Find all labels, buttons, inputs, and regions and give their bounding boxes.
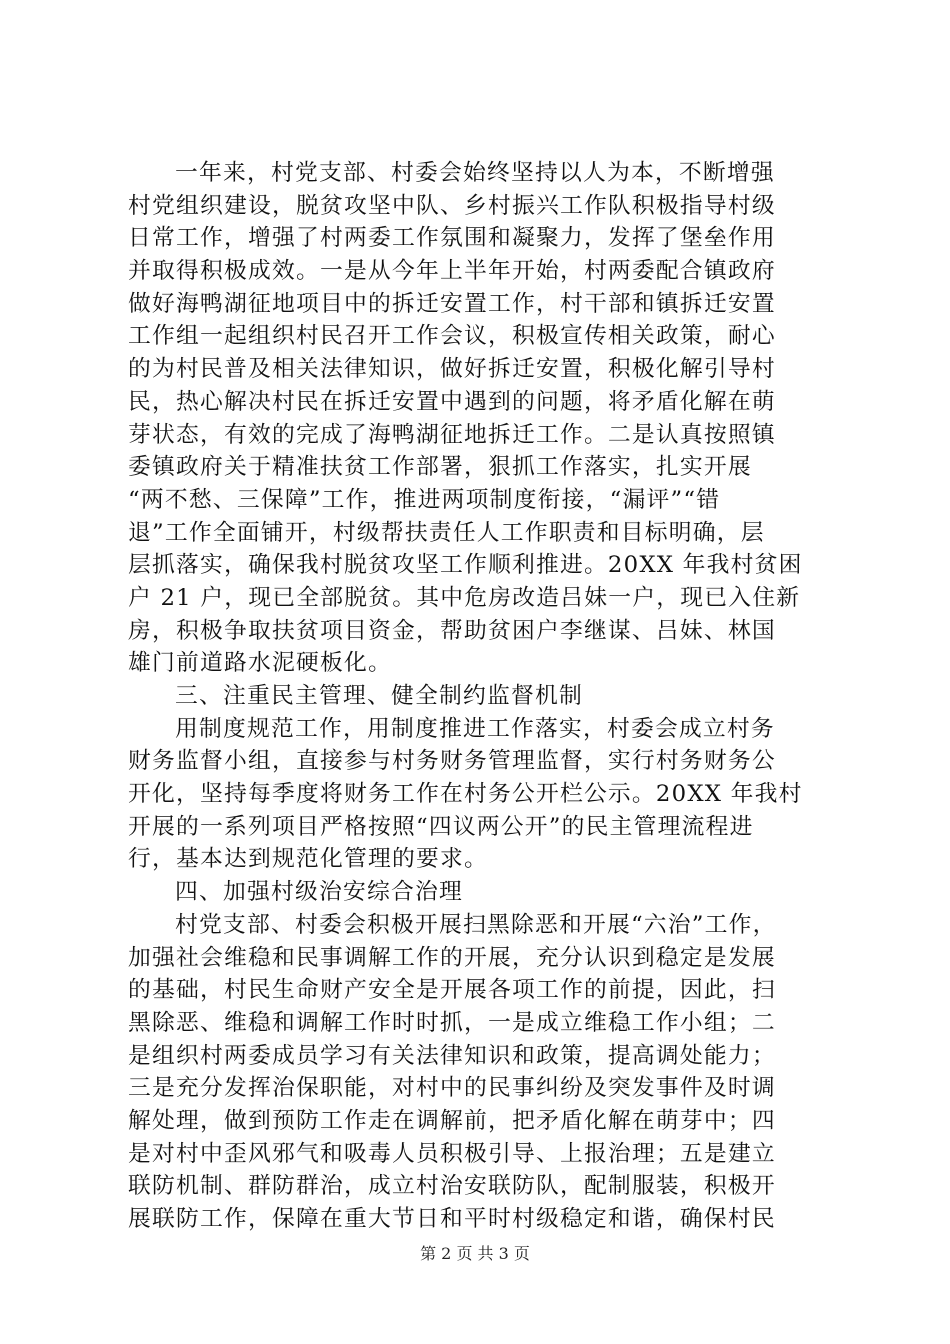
text-line: 日常工作，增强了村两委工作氛围和凝聚力，发挥了堡垒作用 — [128, 225, 776, 252]
text-line: 用制度规范工作，用制度推进工作落实，村委会成立村务 — [175, 715, 775, 742]
text-line: “两不愁、三保障”工作，推进两项制度衔接，“漏评”“错 — [128, 486, 721, 513]
text-line: 房，积极争取扶贫项目资金，帮助贫困户李继谋、吕妹、林国 — [128, 617, 776, 644]
document-body — [128, 157, 828, 1236]
text-line: 芽状态，有效的完成了海鸭湖征地拆迁工作。二是认真按照镇 — [128, 421, 776, 448]
text-line: 开展的一系列项目严格按照“四议两公开”的民主管理流程进 — [128, 813, 754, 840]
text-line: 民，热心解决村民在拆迁安置中遇到的问题，将矛盾化解在萌 — [128, 388, 776, 415]
text-line: 退”工作全面铺开，村级帮扶责任人工作职责和目标明确，层 — [128, 519, 765, 546]
text-line: 开化，坚持每季度将财务工作在村务公开栏公示。20XX 年我村 — [128, 781, 803, 808]
text-line: 雄门前道路水泥硬板化。 — [128, 650, 392, 677]
text-line: 并取得积极成效。一是从今年上半年开始，村两委配合镇政府 — [128, 258, 776, 285]
text-line: 行，基本达到规范化管理的要求。 — [128, 846, 488, 873]
text-line: 的为村民普及相关法律知识，做好拆迁安置，积极化解引导村 — [128, 356, 776, 383]
section-heading: 三、注重民主管理、健全制约监督机制 — [175, 683, 583, 709]
text-line: 财务监督小组，直接参与村务财务管理监督，实行村务财务公 — [128, 748, 776, 775]
text-line: 工作组一起组织村民召开工作会议，积极宣传相关政策，耐心 — [128, 323, 776, 350]
text-line: 村党组织建设，脱贫攻坚中队、乡村振兴工作队积极指导村级 — [128, 192, 776, 219]
text-line: 村党支部、村委会积极开展扫黑除恶和开展“六治”工作， — [175, 911, 777, 938]
text-line: 是对村中歪风邪气和吸毒人员积极引导、上报治理；五是建立 — [128, 1140, 776, 1167]
text-line: 层抓落实，确保我村脱贫攻坚工作顺利推进。20XX 年我村贫困 — [128, 552, 803, 579]
text-line: 做好海鸭湖征地项目中的拆迁安置工作，村干部和镇拆迁安置 — [128, 290, 776, 317]
text-line: 解处理，做到预防工作走在调解前，把矛盾化解在萌芽中；四 — [128, 1107, 776, 1134]
text-line: 展联防工作，保障在重大节日和平时村级稳定和谐，确保村民 — [128, 1206, 776, 1232]
text-line: 的基础，村民生命财产安全是开展各项工作的前提，因此，扫 — [128, 977, 776, 1004]
section-heading: 四、加强村级治安综合治理 — [175, 879, 463, 906]
text-line: 黑除恶、维稳和调解工作时时抓，一是成立维稳工作小组；二 — [128, 1009, 776, 1036]
text-line: 三是充分发挥治保职能，对村中的民事纠纷及突发事件及时调 — [128, 1075, 776, 1102]
text-line: 一年来，村党支部、村委会始终坚持以人为本，不断增强 — [175, 160, 775, 186]
text-line: 户 21 户，现已全部脱贫。其中危房改造吕妹一户，现已入住新 — [128, 584, 801, 611]
text-line: 加强社会维稳和民事调解工作的开展，充分认识到稳定是发展 — [128, 944, 776, 971]
text-line: 是组织村两委成员学习有关法律知识和政策，提高调处能力； — [128, 1042, 776, 1069]
page-number-footer: 第 2 页 共 3 页 — [420, 1244, 530, 1263]
text-line: 联防机制、群防群治，成立村治安联防队，配制服装，积极开 — [128, 1173, 776, 1200]
text-line: 委镇政府关于精准扶贫工作部署，狠抓工作落实，扎实开展 — [128, 454, 752, 481]
